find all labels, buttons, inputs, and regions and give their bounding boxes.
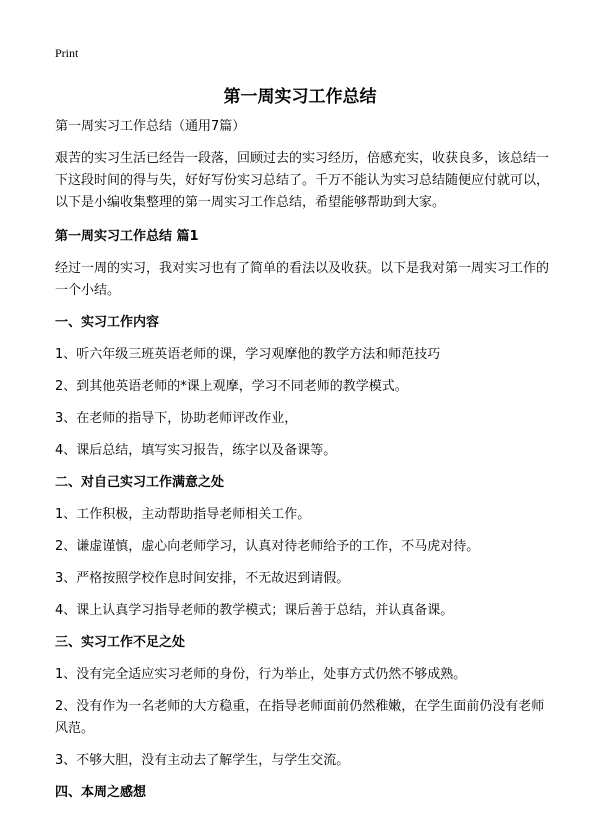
intro-paragraph: 艰苦的实习生活已经告一段落，回顾过去的实习经历，倍感充实，收获良多，该总结一下这段时间的得与失，好好写份实习总结了。千万不能认为实习总结随便应付就可以，以下是小编收集整理的第一周实习工作总结，希望能够帮助到大家。 [55, 151, 550, 210]
page-title: 第一周实习工作总结 [223, 87, 377, 107]
section-heading: 四、本周之感想 [55, 785, 147, 800]
section-heading: 一、实习工作内容 [55, 315, 160, 330]
print-link[interactable]: Print [55, 46, 79, 60]
list-item: 4、课后总结，填写实习报告，练字以及备课等。 [55, 443, 337, 458]
list-item: 2、没有作为一名老师的大方稳重，在指导老师面前仍然稚嫩，在学生面前仍没有老师风范。 [55, 699, 545, 736]
list-item: 3、严格按照学校作息时间安排，不无故迟到请假。 [55, 571, 350, 586]
document-body [55, 116, 555, 814]
list-item: 1、没有完全适应实习老师的身份，行为举止，处事方式仍然不够成熟。 [55, 667, 467, 682]
article-heading: 第一周实习工作总结 篇1 [55, 229, 199, 244]
list-item: 1、听六年级三班英语老师的课，学习观摩他的教学方法和师范技巧 [55, 347, 441, 362]
list-item: 3、不够大胆，没有主动去了解学生，与学生交流。 [55, 753, 350, 768]
section-heading: 三、实习工作不足之处 [55, 635, 186, 650]
section-heading: 二、对自己实习工作满意之处 [55, 475, 225, 490]
article-intro: 经过一周的实习，我对实习也有了简单的看法以及收获。以下是我对第一周实习工作的一个小结。 [55, 261, 550, 298]
list-item: 4、课上认真学习指导老师的教学模式；课后善于总结，并认真备课。 [55, 603, 454, 618]
list-item: 1、工作积极，主动帮助指导老师相关工作。 [55, 507, 311, 522]
list-item: 2、谦虚谨慎，虚心向老师学习，认真对待老师给予的工作，不马虎对待。 [55, 539, 480, 554]
list-item: 2、到其他英语老师的*课上观摩，学习不同老师的教学模式。 [55, 379, 408, 394]
document-subtitle: 第一周实习工作总结（通用7篇） [55, 119, 246, 134]
list-item: 3、在老师的指导下，协助老师评改作业， [55, 411, 298, 426]
